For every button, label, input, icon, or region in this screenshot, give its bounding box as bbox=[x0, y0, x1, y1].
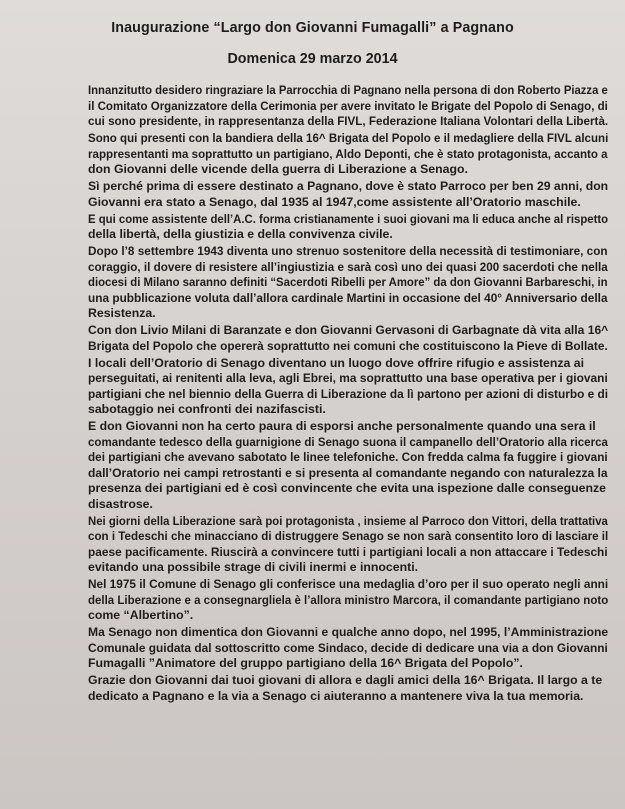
paragraph-line: Innanzitutto desidero ringraziare la Parrocchia di Pagnano nella persona di don Roberto Piazza e bbox=[88, 83, 608, 97]
paragraph-line: E qui come assistente dell’A.C. forma cristianamente i suoi giovani ma li educa anche al rispetto bbox=[88, 211, 609, 226]
paragraph-line: della libertà, della giustizia e della convivenza civile. bbox=[88, 227, 393, 241]
paragraph-line: Grazie don Giovanni dai tuoi giovani di allora e dagli amici della 16^ Brigata. Il largo a te bbox=[88, 673, 603, 687]
paragraph-line: Fumagalli ”Animatore del gruppo partigiano della 16^ Brigata del Popolo”. bbox=[88, 656, 523, 670]
paragraph-line: cui sono presidente, in rappresentanza della FIVL, Federazione Italiana Volontari della Libertà. bbox=[88, 114, 609, 128]
paragraph-line: Sì perché prima di essere destinato a Pagnano, dove è stato Parroco per ben 29 anni, don bbox=[88, 179, 609, 193]
paragraph-line: comandante tedesco della guarnigione di Senago suona il campanello dell’Oratorio alla ricerca bbox=[88, 434, 608, 449]
paragraph-line: paese pacificamente. Riuscirà a convincere tutti i partigiani locali a non attaccare i Tedeschi bbox=[88, 544, 608, 559]
paragraph-line: Brigata del Popolo che opererà soprattutto nei comuni che costituiscono la Pieve di Bollate. bbox=[88, 338, 608, 353]
paragraph-line: una pubblicazione voluta dall’allora cardinale Martini in occasione del 40° Anniversario della bbox=[88, 290, 608, 305]
paragraph-line: coraggio, il dovere di resistere all’ingiustizia e sarà così uno dei quasi 200 sacerdoti che nella bbox=[88, 259, 608, 274]
paragraph-line: con i Tedeschi che minacciano di distruggere Senago se non sarà consentito loro di lasciare il bbox=[88, 529, 609, 543]
paragraph-line: Resistenza. bbox=[88, 306, 156, 320]
paragraph bbox=[88, 419, 608, 512]
paragraph-line: evitando una possibile strage di civili inermi e innocenti. bbox=[88, 560, 419, 574]
paragraph-line: Sono qui presenti con la bandiera della 16^ Brigata del Popolo e il medagliere della FIVL alcuni bbox=[88, 131, 609, 145]
document-body bbox=[88, 83, 608, 705]
paragraph-line: dei partigiani che avevano sabotato le linee telefoniche. Con fredda calma fa fuggire i giovani bbox=[88, 450, 608, 464]
paragraph-line: Giovanni era stato a Senago, dal 1935 al 1947,come assistente all’Oratorio maschile. bbox=[88, 194, 581, 209]
paragraph-line: presenza dei partigiani ed è così convincente che evita una ispezione dalle conseguenze bbox=[88, 481, 607, 495]
paragraph-line: partigiani che nel biennio della Guerra di Liberazione da lì partono per azioni di disturbo e di bbox=[88, 386, 609, 401]
paragraph-line: don Giovanni delle vicende della guerra di Liberazione a Senago. bbox=[88, 162, 468, 176]
paragraph bbox=[88, 179, 608, 210]
paragraph bbox=[88, 212, 608, 243]
paragraph-line: della Liberazione e a consegnargliela è l’allora ministro Marcora, il comandante partigiano noto bbox=[88, 592, 609, 607]
paragraph bbox=[88, 356, 608, 418]
paragraph-line: dall’Oratorio nei campi retrostanti e si presenta al comandante negando con naturalezza la bbox=[88, 465, 608, 480]
paragraph-line: diocesi di Milano saranno definiti “Sacerdoti Ribelli per Amore” da don Giovanni Barbareschi, in bbox=[88, 275, 608, 289]
paragraph-line: perseguitati, ai renitenti alla leva, agli Ebrei, ma soprattutto una base operativa per i giovani bbox=[88, 371, 608, 385]
paragraph bbox=[88, 514, 608, 576]
paragraph-line: disastrose. bbox=[88, 496, 153, 511]
paragraph-line: il Comitato Organizzatore della Cerimonia per avere invitato le Brigate del Popolo di Senago, di bbox=[88, 98, 608, 113]
paragraph bbox=[88, 625, 608, 672]
document-title: Inaugurazione “Largo don Giovanni Fumagalli” a Pagnano bbox=[111, 20, 514, 36]
paragraph bbox=[88, 673, 608, 704]
paragraph-line: E don Giovanni non ha certo paura di esporsi anche personalmente quando una sera il bbox=[88, 419, 596, 433]
paragraph-line: dedicato a Pagnano e la via a Senago ci aiuteranno a mantenere viva la tua memoria. bbox=[88, 688, 584, 703]
paragraph bbox=[88, 244, 608, 322]
paragraph-line: Nel 1975 il Comune di Senago gli conferisce una medaglia d’oro per il suo operato negli anni bbox=[88, 577, 609, 591]
paragraph-line: come “Albertino”. bbox=[88, 608, 194, 622]
paragraph-line: Con don Livio Milani di Baranzate e don Giovanni Gervasoni di Garbagnate dà vita alla 16^ bbox=[88, 323, 609, 337]
paragraph-line: rappresentanti ma soprattutto un partigiano, Aldo Deponti, che è stato protagonista, accanto a bbox=[88, 146, 608, 161]
paragraph-line: Comunale guidata dal sottoscritto come Sindaco, decide di dedicare una via a don Giovanni bbox=[88, 640, 608, 655]
paragraph bbox=[88, 83, 608, 130]
paragraph bbox=[88, 131, 608, 178]
paragraph-line: Ma Senago non dimentica don Giovanni e qualche anno dopo, nel 1995, l’Amministrazione bbox=[88, 625, 609, 639]
document-date: Domenica 29 marzo 2014 bbox=[227, 51, 398, 67]
paragraph-line: Dopo l’8 settembre 1943 diventa uno strenuo sostenitore della necessità di testimoniare, con bbox=[88, 244, 608, 258]
paragraph-line: Nei giorni della Liberazione sarà poi protagonista , insieme al Parroco don Vittori, della trattativa bbox=[88, 513, 608, 528]
paragraph bbox=[88, 323, 608, 354]
paragraph-line: sabotaggio nei confronti dei nazifascisti. bbox=[88, 402, 326, 416]
paragraph-line: I locali dell’Oratorio di Senago diventano un luogo dove offrire rifugio e assistenza ai bbox=[88, 355, 585, 370]
paragraph bbox=[88, 577, 608, 624]
